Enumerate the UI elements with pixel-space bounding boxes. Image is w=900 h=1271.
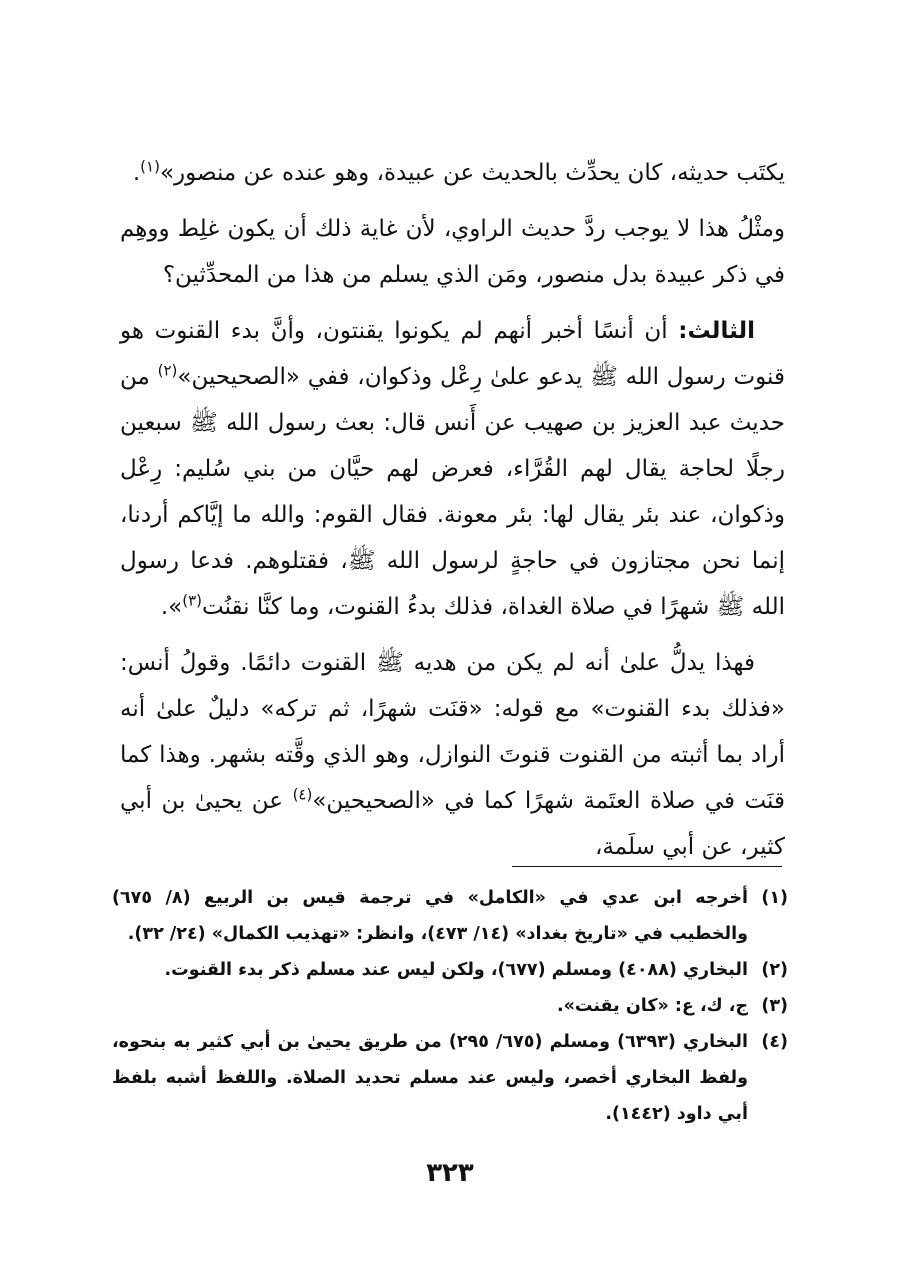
footnote-3-text: ج، ك، ع: «كان يقنت». [556,996,748,1016]
paragraph-3-text-b: من حديث عبد العزيز بن صهيب عن أَنس قال: بعث رسول الله ﷺ سبعين رجلًا لحاجة يقال لهم القُرَّاء، فعرض لهم حيَّان من بني سُليم: رِعْل وذكوان، عند بئر يقال لها: بئر معونة. فقال القوم: والله ما إيَّاكم أردنا، إنما نحن مجتازون في حاجةٍ لرسول الله ﷺ، فقتلوهم. فدعا رسول الله ﷺ شهرًا في صلاة الغداة، فذلك بدءُ القنوت، وما كنَّا نقنُت [120,364,785,620]
paragraph-4-text-b: عن يحيىٰ بن أبي كثير، عن أبي سلَمة، [120,788,785,860]
page-number: ٣٢٣ [426,1158,474,1188]
footnote-1-text: أخرجه ابن عدي في «الكامل» في ترجمة قيس بن الربيع (٨/ ٦٧٥) والخطيب في «تاريخ بغداد» (١٤/ ٤٧٣)، وانظر: «تهذيب الكمال» (٢٤/ ٣٢). [112,888,749,944]
footnote-1 [112,880,788,952]
paragraph-1-text: يكتَب حديثه، كان يحدِّث بالحديث عن عبيدة، وهو عنده عن منصور» [159,160,785,186]
paragraph-4 [120,640,785,870]
paragraph-2-text: ومثْلُ هذا لا يوجب ردَّ حديث الراوي، لأن غاية ذلك أن يكون غلِط ووهِم في ذكر عبيدة بدل منصور، ومَن الذي يسلم من هذا من المحدِّثين؟ [120,216,785,288]
paragraph-3-end: ». [160,594,183,620]
footnote-2 [112,952,788,988]
footnote-2-text: البخاري (٤٠٨٨) ومسلم (٦٧٧)، ولكن ليس عند مسلم ذكر بدء القنوت. [164,960,748,980]
paragraph-1-end: . [132,160,141,186]
footnote-3-number: (٣) [761,996,788,1016]
footnote-4 [112,1024,788,1132]
footnote-ref-1: (١) [140,157,160,176]
footnote-ref-3: (٣) [182,591,203,610]
paragraph-3 [120,308,785,630]
paragraph-1 [120,150,785,196]
footnote-2-number: (٢) [761,960,788,980]
footnote-ref-4: (٤) [292,785,313,804]
footnote-1-number: (١) [761,888,788,908]
footnote-ref-2: (٢) [157,361,178,380]
paragraph-2 [120,206,785,298]
paragraph-4-text-a: فهذا يدلُّ علىٰ أنه لم يكن من هديه ﷺ القنوت دائمًا. وقولُ أنس: «فذلك بدء القنوت» مع قوله: «قنَت شهرًا، ثم تركه» دليلٌ علىٰ أنه أراد بما أثبته من القنوت قنوتَ النوازل، وهو الذي وقَّته بشهر. وهذا كما قنَت في صلاة العتَمة شهرًا كما في «الصحيحين» [120,650,785,814]
main-text [120,150,785,880]
footnotes-section [112,880,788,1132]
footnote-4-number: (٤) [761,1032,788,1052]
footnote-3 [112,988,788,1024]
paragraph-3-heading: الثالث: [678,318,755,344]
footnote-4-text: البخاري (٦٣٩٣) ومسلم (٦٧٥/ ٢٩٥) من طريق يحيىٰ بن أبي كثير به بنحوه، ولفظ البخاري أخصر، وليس عند مسلم تحديد الصلاة. واللفظ أشبه بلفظ أبي داود (١٤٤٢). [112,1032,748,1124]
paragraph-3-text-a: أن أنسًا أخبر أنهم لم يكونوا يقنتون، وأنَّ بدء القنوت هو قنوت رسول الله ﷺ يدعو علىٰ رِعْل وذكوان، ففي «الصحيحين» [120,318,785,390]
footnote-divider [512,866,782,867]
